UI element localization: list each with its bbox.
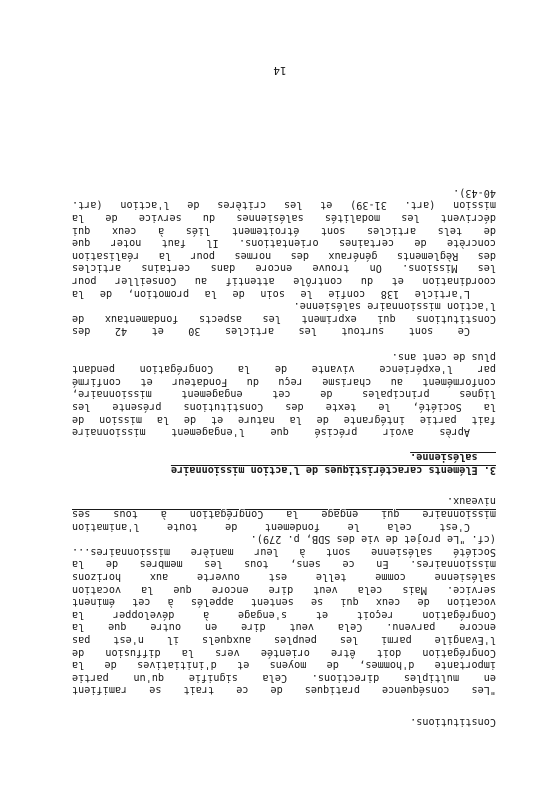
fondement-paragraph-cont [72, 494, 496, 519]
paragraph-line: les Missions. On trouve encore dans certains articles [72, 262, 496, 274]
quote-line: service. Mais cela veut dire encore que la vocation [72, 583, 496, 595]
paragraph-line: des Règlements généraux des normes pour la réalisation [72, 249, 496, 261]
paragraph-1 [72, 349, 496, 437]
quote-line: vocation de ceux qui se sentent appelés à cet éminent [72, 596, 496, 608]
fondement-paragraph [72, 519, 496, 532]
quote-line: l'Evangile parmi les peuples auxquels il n'est pas [72, 634, 496, 646]
paragraph-line: C'est cela le fondement de toute l'animation [72, 520, 470, 532]
quote-line: Congrégation reçoit et s'engage à développer la [72, 608, 496, 620]
paragraph-line: mission (art. 31-39) et les critères de l'action (art. [72, 199, 496, 211]
quote-line: salésienne comme telle est ouverte aux horizons [72, 571, 496, 583]
quote-line: Congrégation doit être orientée vers la diffusion de [72, 646, 496, 658]
paragraph-line: Ce sont surtout les articles 30 et 42 des [72, 325, 470, 337]
section-heading [72, 450, 496, 475]
quote-line: Société salésienne sont à leur manière missionnaires... [72, 545, 496, 557]
paragraph-line: 40-43). [453, 186, 496, 198]
paragraph-line: concrète de certaines orientations. Il faut noter que [72, 237, 496, 249]
paragraph-line: Constitutions qui expriment les aspects fondamentaux de [72, 312, 496, 324]
paragraph-line: missionnaire qui engage la Congrégation à tous ses [72, 508, 496, 520]
paragraph-line: par l'expérience vivante de la Congrégation pendant [72, 363, 496, 375]
quote-block [72, 532, 496, 696]
opening-line: Constitutions. [410, 716, 496, 727]
paragraph-2 [72, 299, 496, 337]
quote-line: importante d'hommes, de moyens et d'initiatives de la [72, 659, 496, 671]
quote-line: en multiples directions. Cela signifie qu'un partie [72, 671, 496, 683]
section-heading-line: salésienne. [410, 451, 496, 463]
quote-line: missionnaires. En ce sens, tous les membres de la [72, 558, 496, 570]
paragraph-line: l'action missionnaire salésienne. [293, 300, 496, 312]
paragraph-line: plus de cent ans. [391, 350, 496, 362]
document-body [72, 185, 496, 727]
paragraph-3 [72, 185, 496, 298]
paragraph-line: L'article 138 confie le soin de la promotion, de la [72, 287, 470, 299]
paragraph-line: décrivent les modalités salésiennes du service de la [72, 212, 496, 224]
paragraph-line: Après avoir précisé que l'engagement missionnaire [72, 426, 470, 438]
paragraph-line: conformément au charisme reçu du Fondateur et confirmé [72, 375, 496, 387]
paragraph-line: lignes principales de cet engagement missionnaire, [72, 388, 496, 400]
paragraph-line: niveaux. [446, 495, 496, 507]
quote-line: "Les conséquence pratiques de ce trait se ramifient [72, 684, 496, 696]
quote-line: encore parvenu. Cela veut dire en outre que la [72, 621, 496, 633]
section-heading-line: 3. Eléments caractéristiques de l'action missionnaire [170, 463, 496, 475]
paragraph-line: coordination et du contrôle attentif au Conseiller pour [72, 275, 496, 286]
paragraph-line: de tels articles sont étroitement liés à ceux qui [72, 224, 496, 236]
quote-line: (cf. "Le projet de vie des SDB, p. 279). [250, 533, 496, 545]
page-number: 14 [273, 64, 287, 77]
paragraph-line: la Société, le texte des Constitutions présente les [72, 400, 496, 412]
paragraph-line: fait partie intégrante de la nature et de la mission de [72, 413, 496, 425]
